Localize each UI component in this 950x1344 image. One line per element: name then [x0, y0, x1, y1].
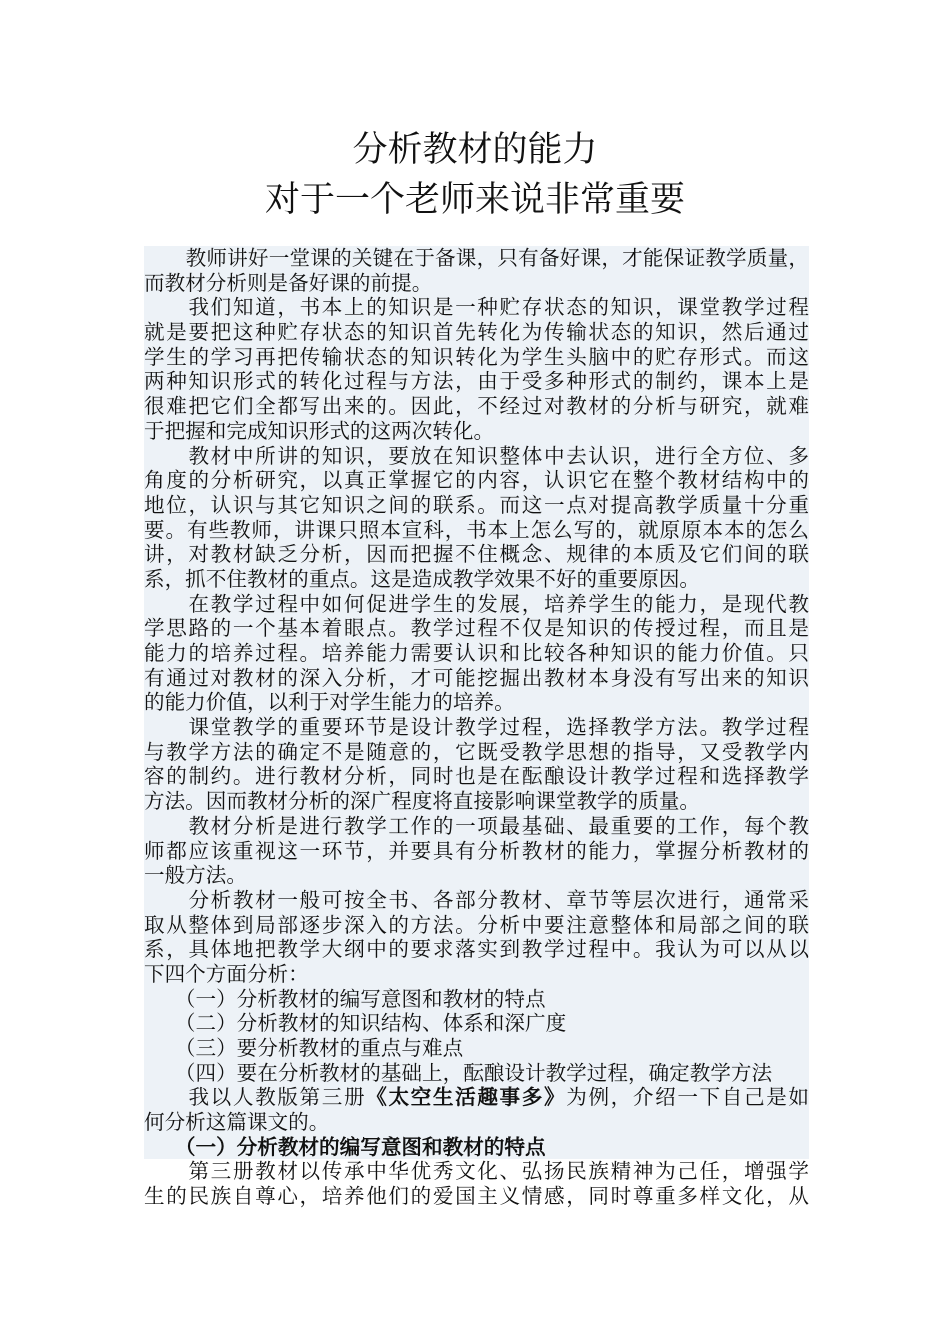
paragraph-line: 角度的分析研究，以真正掌握它的内容，认识它在整个教材结构中的 — [144, 468, 809, 493]
example-suffix: 为例，介绍一下自己是如 — [566, 1085, 809, 1110]
paragraph-line: 系，具体地把教学大纲中的要求落实到教学过程中。我认为可以从以 — [144, 937, 809, 962]
paragraph-line: 地位，认识与其它知识之间的联系。而这一点对提高教学质量十分重 — [144, 492, 809, 517]
book-title: 《太空生活趣事多》 — [366, 1085, 567, 1110]
paragraph-line: 方法。因而教材分析的深广程度将直接影响课堂教学的质量。 — [144, 789, 809, 814]
paragraph-line: 讲，对教材缺乏分析，因而把握不住概念、规律的本质及它们间的联 — [144, 542, 809, 567]
paragraph-line: 要。有些教师，讲课只照本宣科，书本上怎么写的，就原原本本的怎么 — [144, 517, 809, 542]
paragraph-line: 课堂教学的重要环节是设计教学过程，选择教学方法。教学过程 — [144, 715, 809, 740]
paragraph-line: 而教材分析则是备好课的前提。 — [144, 271, 809, 296]
paragraph-line: 系，抓不住教材的重点。这是造成教学效果不好的重要原因。 — [144, 567, 809, 592]
paragraph-line: 生的民族自尊心，培养他们的爱国主义情感，同时尊重多样文化，从 — [144, 1184, 809, 1209]
paragraph-line: 于把握和完成知识形式的这两次转化。 — [144, 419, 809, 444]
paragraph-line: 容的制约。进行教材分析，同时也是在酝酿设计教学过程和选择教学 — [144, 764, 809, 789]
example-intro-line — [144, 1085, 809, 1110]
paragraph-line: 就是要把这种贮存状态的知识首先转化为传输状态的知识，然后通过 — [144, 320, 809, 345]
paragraph-line: 我们知道，书本上的知识是一种贮存状态的知识，课堂教学过程 — [144, 295, 809, 320]
list-item: （三）要分析教材的重点与难点 — [144, 1036, 809, 1061]
paragraph-line: 学思路的一个基本着眼点。教学过程不仅是知识的传授过程，而且是 — [144, 616, 809, 641]
list-item: （四）要在分析教材的基础上，酝酿设计教学过程，确定教学方法 — [144, 1061, 809, 1086]
paragraph-line: 的能力价值，以利于对学生能力的培养。 — [144, 690, 809, 715]
list-item: （一）分析教材的编写意图和教材的特点 — [144, 987, 809, 1012]
paragraph-line: 教师讲好一堂课的关键在于备课，只有备好课，才能保证教学质量， — [144, 246, 809, 270]
paragraph-line: 很难把它们全都写出来的。因此，不经过对教材的分析与研究，就难 — [144, 394, 809, 419]
paragraph-line: 取从整体到局部逐步深入的方法。分析中要注意整体和局部之间的联 — [144, 912, 809, 937]
paragraph-line: 与教学方法的确定不是随意的，它既受教学思想的指导，又受教学内 — [144, 739, 809, 764]
paragraph-line: 下四个方面分析： — [144, 962, 809, 987]
paragraph-line: 学生的学习再把传输状态的知识转化为学生头脑中的贮存形式。而这 — [144, 344, 809, 369]
paragraph-line: 一般方法。 — [144, 863, 809, 888]
paragraph-line: 有通过对教材的深入分析，才可能挖掘出教材本身没有写出来的知识 — [144, 665, 809, 690]
paragraph-line: 何分析这篇课文的。 — [144, 1110, 809, 1135]
document-body — [144, 246, 809, 1209]
paragraph-line: 分析教材一般可按全书、各部分教材、章节等层次进行，通常采 — [144, 887, 809, 912]
paragraph-line: 教材中所讲的知识，要放在知识整体中去认识，进行全方位、多 — [144, 443, 809, 468]
example-prefix: 我以人教版第三册 — [144, 1085, 367, 1110]
paragraph-line: 师都应该重视这一环节，并要具有分析教材的能力，掌握分析教材的 — [144, 838, 809, 863]
paragraph-line: 能力的培养过程。培养能力需要认识和比较各种知识的能力价值。只 — [144, 641, 809, 665]
section-heading: （一）分析教材的编写意图和教材的特点 — [144, 1135, 809, 1160]
paragraph-line: 两种知识形式的转化过程与方法，由于受多种形式的制约，课本上是 — [144, 369, 809, 394]
document-title-line-2: 对于一个老师来说非常重要 — [264, 180, 685, 220]
paragraph-line: 第三册教材以传承中华优秀文化、弘扬民族精神为己任，增强学 — [144, 1159, 809, 1184]
paragraph-line: 在教学过程中如何促进学生的发展，培养学生的能力，是现代教 — [144, 591, 809, 616]
paragraph-line: 教材分析是进行教学工作的一项最基础、最重要的工作，每个教 — [144, 813, 809, 838]
document-title-line-1: 分析教材的能力 — [352, 130, 598, 170]
list-item: （二）分析教材的知识结构、体系和深广度 — [144, 1011, 809, 1036]
